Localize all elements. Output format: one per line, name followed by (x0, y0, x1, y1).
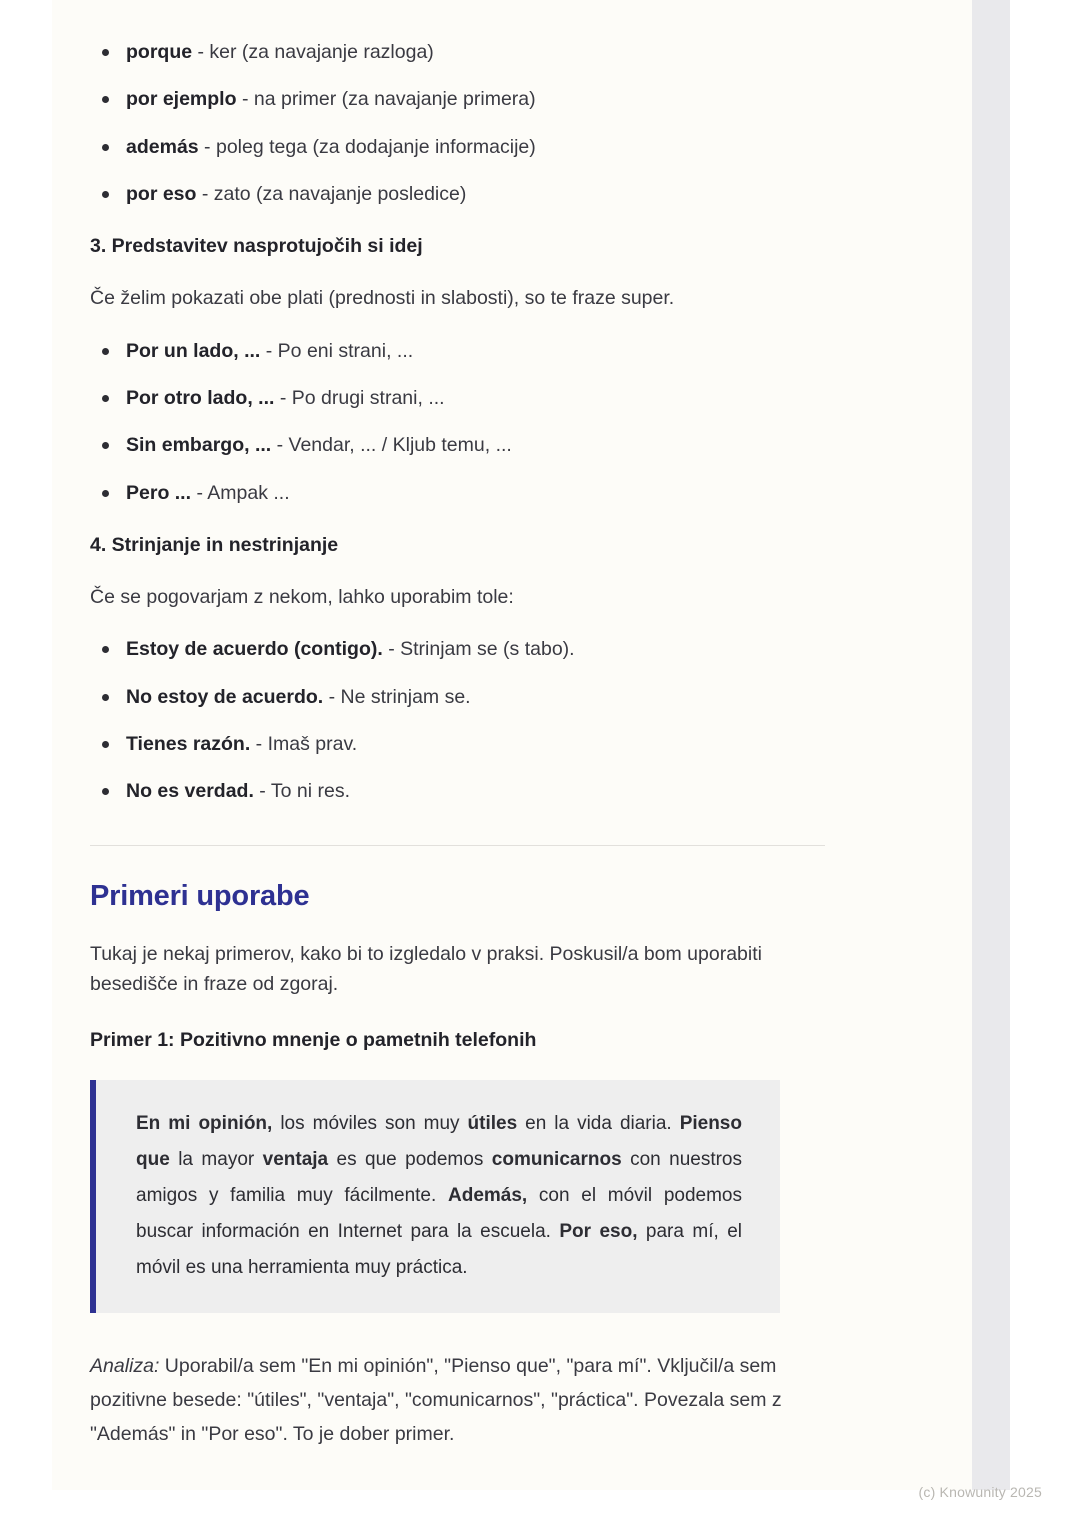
connector-list (90, 40, 830, 207)
gloss-text: - To ni res. (253, 780, 350, 803)
gloss-text: - Imaš prav. (250, 732, 358, 755)
quote-bold-6: Además, (448, 1185, 528, 1207)
section-3-intro: Če želim pokazati obe plati (prednosti in slabosti), so te fraze super. (90, 287, 675, 310)
analysis-text: Uporabil/a sem "En mi opinión", "Pienso que", "para mí". Vključil/a sem pozitivne besede: "útiles", "ventaja", "comunicarnos", "práctica". Povezala sem z "Además" in "Por eso". To je dober primer. (90, 1354, 782, 1445)
term-label: Por otro lado, ... (126, 386, 275, 409)
term-label: además (126, 135, 199, 158)
gloss-text: - Ne strinjam se. (323, 685, 471, 708)
quote-plain-3: la mayor (169, 1149, 263, 1171)
gloss-text: - na primer (za navajanje primera) (236, 88, 536, 111)
list-item (90, 339, 830, 364)
list-item (90, 481, 830, 506)
document-content (90, 40, 830, 1451)
list-item (90, 637, 830, 662)
gloss-text: - Strinjam se (s tabo). (382, 638, 575, 661)
quote-plain-7: para mí, el móvil es una herramienta muy práctica. (136, 1221, 742, 1279)
page-left-margin (0, 0, 52, 1528)
page-title: Primeri uporabe (90, 879, 310, 912)
section-4-intro: Če se pogovarjam z nekom, lahko uporabim tole: (90, 586, 514, 609)
quote-plain-5: con nuestros amigos y familia muy fácilmente. (136, 1149, 742, 1207)
contrast-list (90, 339, 830, 506)
examples-intro: Tukaj je nekaj primerov, kako bi to izgledalo v praksi. Poskusil/a bom uporabiti besedišče in fraze od zgoraj. (90, 942, 762, 995)
quote-plain-4: es que podemos (328, 1149, 492, 1171)
gloss-text: - ker (za navajanje razloga) (192, 41, 434, 63)
term-label: No estoy de acuerdo. (126, 685, 324, 708)
list-item (90, 386, 830, 411)
quote-bold-2: útiles (467, 1113, 518, 1135)
term-label: porque (126, 41, 193, 63)
quote-bold-4: ventaja (262, 1149, 329, 1171)
quote-bold-5: comunicarnos (491, 1149, 622, 1171)
quote-text (136, 1106, 742, 1286)
section-divider (90, 845, 825, 846)
term-label: No es verdad. (126, 780, 254, 803)
gloss-text: - Po eni strani, ... (260, 339, 414, 362)
gloss-text: - poleg tega (za dodajanje informacije) (198, 135, 536, 158)
page-right-margin (1010, 0, 1080, 1528)
term-label: Sin embargo, ... (126, 434, 272, 457)
quote-bold-3: Pienso que (136, 1113, 742, 1171)
list-item (90, 40, 830, 65)
term-label: Estoy de acuerdo (contigo). (126, 638, 383, 661)
quote-plain-2: en la vida diaria. (517, 1113, 680, 1135)
term-label: por eso (126, 183, 197, 206)
analysis-paragraph (90, 1349, 830, 1451)
example-1-title: Primer 1: Pozitivno mnenje o pametnih telefonih (90, 1029, 537, 1052)
agreement-list (90, 637, 830, 804)
gloss-text: - zato (za navajanje posledice) (196, 183, 467, 206)
list-item (90, 732, 830, 757)
list-item (90, 87, 830, 112)
gloss-text: - Vendar, ... / Kljub temu, ... (271, 434, 512, 457)
term-label: Pero ... (126, 481, 192, 504)
list-item (90, 433, 830, 458)
analysis-label: Analiza: (90, 1354, 160, 1377)
list-item (90, 182, 830, 207)
list-item (90, 779, 830, 804)
list-item (90, 685, 830, 710)
term-label: Por un lado, ... (126, 339, 261, 362)
quote-bold-7: Por eso, (559, 1221, 638, 1243)
scrollbar-track[interactable] (972, 0, 1010, 1490)
term-label: Tienes razón. (126, 732, 251, 755)
quote-plain-6: con el móvil podemos buscar información en Internet para la escuela. (136, 1185, 742, 1243)
gloss-text: - Po drugi strani, ... (274, 386, 445, 409)
term-label: por ejemplo (126, 88, 237, 111)
gloss-text: - Ampak ... (191, 481, 290, 504)
example-quote-block (90, 1080, 780, 1312)
quote-bold-1: En mi opinión, (136, 1113, 273, 1135)
section-heading-4: 4. Strinjanje in nestrinjanje (90, 534, 339, 557)
quote-plain-1: los móviles son muy (272, 1113, 468, 1135)
list-item (90, 135, 830, 160)
section-heading-3: 3. Predstavitev nasprotujočih si idej (90, 235, 423, 258)
watermark: (c) Knowunity 2025 (918, 1484, 1042, 1500)
